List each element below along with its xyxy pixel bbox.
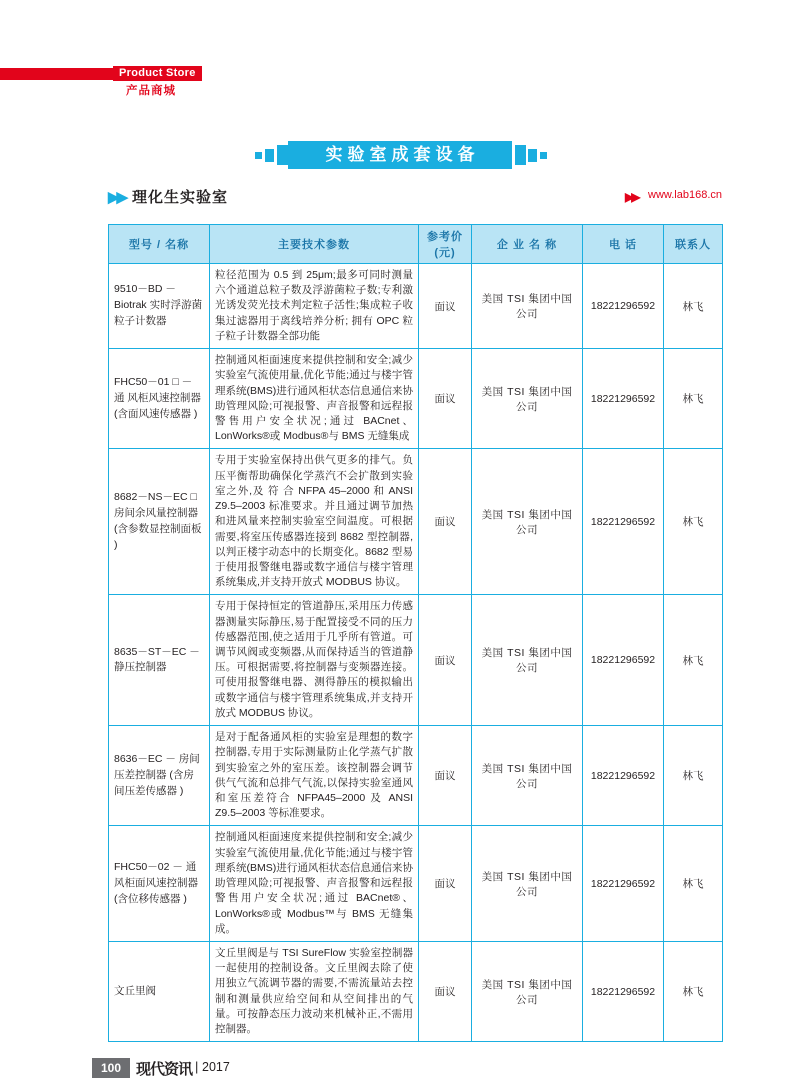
cell-phone: 18221296592 [583,826,664,942]
cell-company: 美国 TSI 集团中国公司 [472,349,583,449]
header-cn-label: 产品商城 [126,85,176,97]
banner-title: 实验室成套设备 [325,145,480,165]
table-row [109,826,723,942]
banner-decor-left [255,141,285,169]
cell-company: 美国 TSI 集团中国公司 [472,826,583,942]
cell-contact: 林飞 [664,264,723,349]
table-row [109,941,723,1041]
table-row [109,349,723,449]
cell-price: 面议 [419,264,472,349]
banner [255,141,545,169]
cell-contact: 林飞 [664,826,723,942]
cell-phone: 18221296592 [583,449,664,595]
cell-spec: 专用于实验室保持出供气更多的排气。负压平衡帮助确保化学蒸汽不会扩散到实验室之外,及 符 合 NFPA 45–2000 和 ANSI Z9.5–2003 标准要求。并且通过调节加热和进风量来控制实验室空间温度。可根据需要,将室压传感器连接到 8682 型控制器,以判正楼宇动态中的长期变化。8682 型易于使用报警继电器或数字通信与楼宇管理系统集成,并支持开放式 MODBUS 协议。 [210,449,419,595]
column-header-spec: 主要技术参数 [210,225,419,264]
cell-spec: 专用于保持恒定的管道静压,采用压力传感器测量实际静压,易于配置接受不同的压力传感器范围,使之适用于几乎所有管道。可调节风阀或变频器,从而保持适当的管道静压。可根据需要,将控制器与变频器连接。可使用报警继电器、测得静压的模拟输出或数字通信与楼宇管理系统集成,并支持开放式 MODBUS 协议。 [210,595,419,726]
cell-model: 8682－NS－EC □ 房间余风量控制器 (含参数显控制面板 ) [109,449,210,595]
cell-price: 面议 [419,826,472,942]
cell-price: 面议 [419,595,472,726]
section-header [0,186,800,208]
cell-model: 9510－BD － Biotrak 实时浮游菌粒子计数器 [109,264,210,349]
page-header [0,58,800,98]
cell-contact: 林飞 [664,726,723,826]
cell-company: 美国 TSI 集团中国公司 [472,595,583,726]
table-body [109,264,723,1042]
column-header-price-line2: (元) [434,247,456,259]
cell-price: 面议 [419,449,472,595]
cell-contact: 林飞 [664,595,723,726]
cell-contact: 林飞 [664,941,723,1041]
header-en-label: Product Store [113,66,202,81]
cell-company: 美国 TSI 集团中国公司 [472,264,583,349]
column-header-model: 型号 / 名称 [109,225,210,264]
cell-company: 美国 TSI 集团中国公司 [472,726,583,826]
footer-year: 2017 [202,1060,230,1074]
cell-contact: 林飞 [664,349,723,449]
page-number: 100 [92,1058,130,1078]
cell-company: 美国 TSI 集团中国公司 [472,941,583,1041]
column-header-phone: 电 话 [583,225,664,264]
cell-phone: 18221296592 [583,264,664,349]
website-url[interactable]: www.lab168.cn [648,189,722,201]
table-row [109,595,723,726]
cell-model: 文丘里阀 [109,941,210,1041]
cell-phone: 18221296592 [583,941,664,1041]
cell-spec: 是对于配备通风柜的实验室是理想的数字控制器,专用于实际测量防止化学蒸气扩散到实验室之外的室压差。该控制器会调节供气气流和总排气气流,以保持实验室通风和室压差符合 NFPA45–2000 及 ANSI Z9.5–2003 等标准要求。 [210,726,419,826]
product-table [108,224,723,1042]
cell-phone: 18221296592 [583,349,664,449]
cell-model: FHC50－02 － 通 风柜面风速控制器(含位移传感器 ) [109,826,210,942]
double-chevron-right-icon: ▶▶ [108,189,126,206]
footer-separator: | [195,1059,199,1074]
cell-company: 美国 TSI 集团中国公司 [472,449,583,595]
cell-phone: 18221296592 [583,595,664,726]
cell-price: 面议 [419,349,472,449]
cell-spec: 控制通风柜面速度来提供控制和安全;减少实验室气流使用量,优化节能;通过与楼宇管理系统(BMS)进行通风柜状态信息通信来协助管理风险;可视报警、声音报警和远程报警售用户安全状况;通过 BACnet®、LonWorks®或 Modbus™与 BMS 无缝集成。 [210,826,419,942]
column-header-price-line1: 参考价 [427,231,463,243]
table-row [109,726,723,826]
column-header-price [419,225,472,264]
banner-decor-right [515,141,545,169]
table-row [109,449,723,595]
cell-price: 面议 [419,941,472,1041]
cell-model: 8636－EC － 房间压差控制器 (含房间压差传感器 ) [109,726,210,826]
column-header-company: 企 业 名 称 [472,225,583,264]
cell-spec: 控制通风柜面速度来提供控制和安全;减少实验室气流使用量,优化节能;通过与楼宇管理系统(BMS)进行通风柜状态信息通信来协助管理风险;可视报警、声音报警和远程报警售用户安全状况;通过 BACnet、LonWorks®或 Modbus®与 BMS 无缝集成 [210,349,419,449]
cell-model: 8635－ST－EC － 静压控制器 [109,595,210,726]
table-header-row [109,225,723,264]
cell-spec: 文丘里阀是与 TSI SureFlow 实验室控制器一起使用的控制设备。文丘里阀去除了使用独立气流调节器的需要,不需流量站去控制和测量供应给空间和从空间排出的气量。可按静态压力波动来机械补正,不需用控制器。 [210,941,419,1041]
cell-price: 面议 [419,726,472,826]
page-title: 理化生实验室 [132,189,229,206]
page-footer [92,1058,712,1080]
column-header-contact: 联系人 [664,225,723,264]
cell-phone: 18221296592 [583,726,664,826]
double-chevron-right-red-icon: ▶▶ [625,190,638,204]
cell-model: FHC50－01 □ － 通 风柜风速控制器 (含面风速传感器 ) [109,349,210,449]
table-row [109,264,723,349]
cell-contact: 林飞 [664,449,723,595]
cell-spec: 粒径范围为 0.5 到 25μm;最多可同时测量六个通道总粒子数及浮游菌粒子数;专利激光诱发荧光技术判定粒子活性;集成粒子收集过滤器用于离线培养分析; 拥有 OPC 粒子粒子计数器全部功能 [210,264,419,349]
magazine-logo: 现代资讯 [136,1060,193,1078]
header-red-bar [0,68,120,80]
